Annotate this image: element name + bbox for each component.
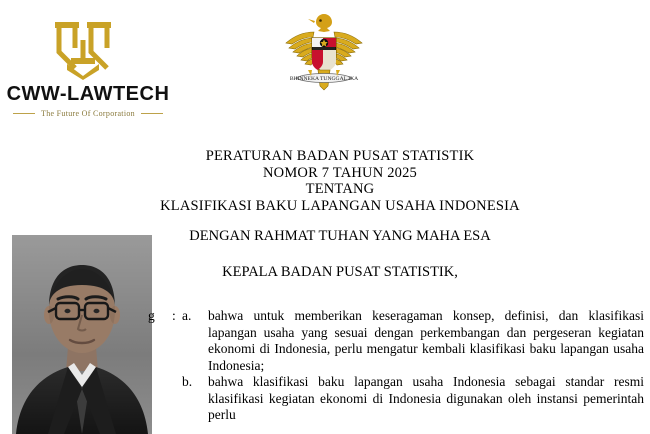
heading-line-2: NOMOR 7 TAHUN 2025 — [262, 164, 418, 181]
item-marker-a: a. — [182, 308, 192, 323]
heading-line-4: KLASIFIKASI BAKU LAPANGAN USAHA INDONESIA — [160, 197, 520, 214]
cww-monogram-icon — [49, 18, 127, 80]
logo-tagline: The Future Of Corporation — [41, 109, 135, 118]
considerations-block — [148, 308, 644, 424]
garuda-pancasila-emblem — [278, 10, 370, 102]
logo-tagline-row — [4, 109, 172, 118]
svg-text:BHINNEKA TUNGGAL IKA: BHINNEKA TUNGGAL IKA — [289, 76, 359, 83]
authority-line: KEPALA BADAN PUSAT STATISTIK, — [222, 264, 458, 280]
company-logo — [4, 18, 172, 118]
tagline-rule-right — [141, 113, 163, 114]
logo-wordmark: CWW-LAWTECH — [6, 83, 170, 105]
item-text-a: bahwa untuk memberikan keseragaman konsep, definisi, dan klasifikasi lapangan usaha yang sesuai dengan perkembangan dan pergeseran kegiatan ekonomi di Indonesia, perlu mengatur kembali klasifikasi baku lapangan usaha Indonesia; — [208, 308, 644, 373]
portrait-photo — [12, 235, 152, 434]
lead-colon: : — [172, 308, 176, 323]
blessing-line: DENGAN RAHMAT TUHAN YANG MAHA ESA — [189, 228, 491, 244]
item-marker-b: b. — [182, 374, 193, 389]
consideration-item-b — [148, 374, 644, 424]
consideration-item-a — [148, 308, 644, 374]
document-heading — [130, 148, 550, 214]
tagline-rule-left — [13, 113, 35, 114]
lead-word: g — [148, 308, 155, 323]
heading-line-1: PERATURAN BADAN PUSAT STATISTIK — [205, 148, 475, 164]
item-text-b: bahwa klasifikasi baku lapangan usaha Indonesia sebagai standar resmi klasifikasi kegiatan ekonomi di Indonesia digunakan oleh instansi pemerintah perlu — [208, 374, 644, 422]
heading-line-3: TENTANG — [305, 181, 375, 197]
